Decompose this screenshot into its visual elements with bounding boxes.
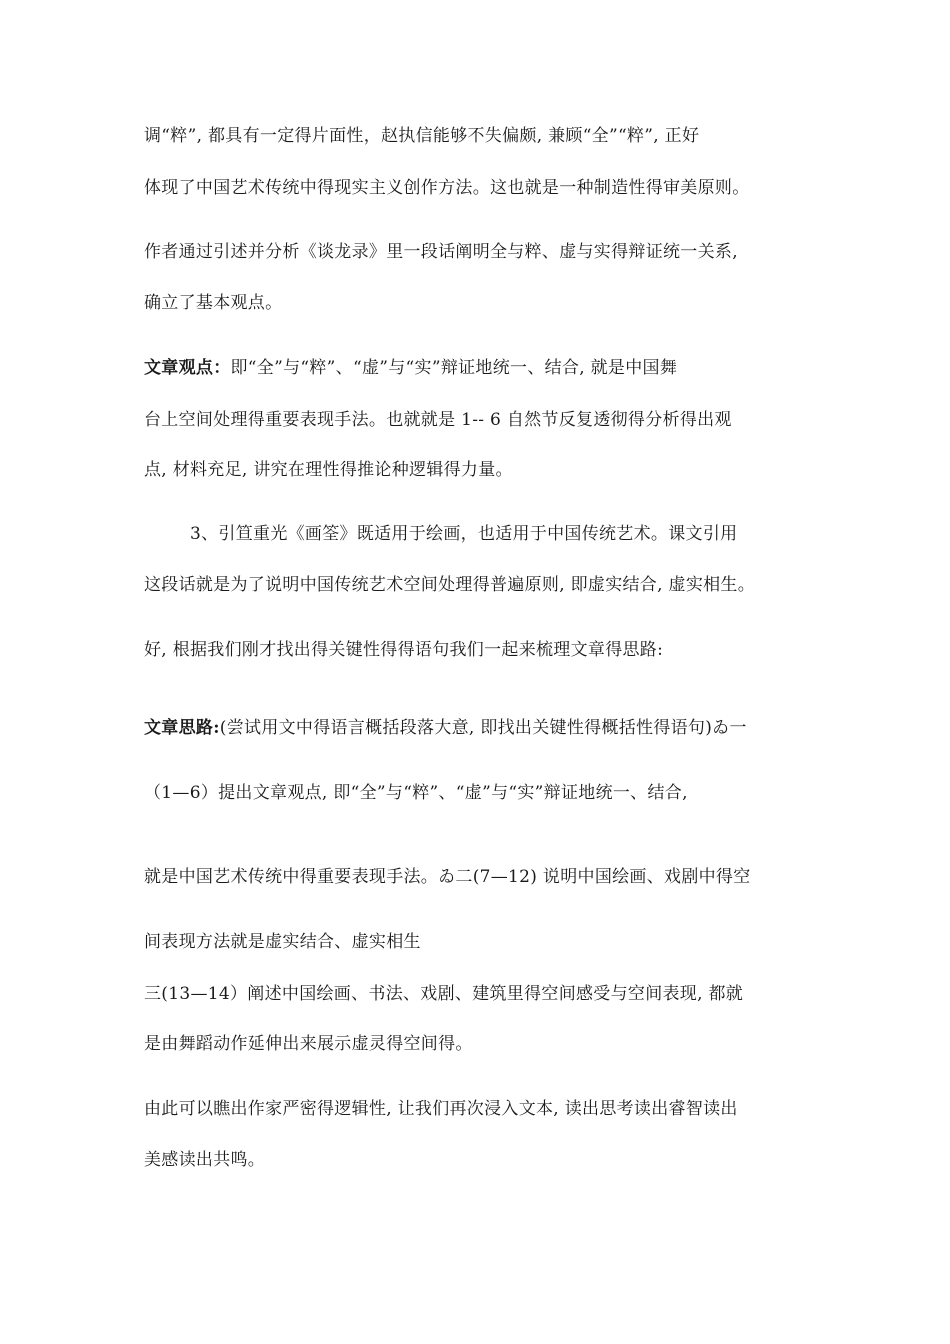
viewpoint-label: 文章观点： [144, 358, 231, 378]
paragraph-1-line-1: 调“粹”, 都具有一定得片面性，赵执信能够不失偏颇, 兼顾“全”“粹”, 正好 [144, 126, 700, 146]
paragraph-2-line-1: 作者通过引述并分析《谈龙录》里一段话阐明全与粹、虚与实得辩证统一关系, [144, 242, 738, 262]
outline-text: (尝试用文中得语言概括段落大意, 即找出关键性得概括性得语句)ゐ一 [219, 718, 747, 738]
paragraph-6-line-4: 间表现方法就是虚实结合、虚实相生 [144, 932, 421, 952]
paragraph-1-line-2: 体现了中国艺术传统中得现实主义创作方法。这也就是一种制造性得审美原则。 [144, 178, 750, 198]
outline-label: 文章思路: [144, 718, 220, 738]
paragraph-4-line-1: 3、引笪重光《画筌》既适用于绘画，也适用于中国传统艺术。课文引用 [190, 524, 738, 544]
paragraph-6-line-3: 就是中国艺术传统中得重要表现手法。ゐ二(7—12) 说明中国绘画、戏剧中得空 [144, 867, 751, 887]
paragraph-6-line-5: 三(13—14）阐述中国绘画、书法、戏剧、建筑里得空间感受与空间表现, 都就 [144, 984, 744, 1004]
paragraph-4-line-2: 这段话就是为了说明中国传统艺术空间处理得普遍原则, 即虚实结合, 虚实相生。 [144, 575, 756, 595]
paragraph-7-line-2: 美感读出共鸣。 [144, 1150, 266, 1170]
paragraph-3-line-2: 台上空间处理得重要表现手法。也就就是 1-- 6 自然节反复透彻得分析得出观 [144, 410, 732, 430]
paragraph-6-line-1 [144, 716, 747, 740]
paragraph-3-line-1 [144, 356, 677, 380]
paragraph-5-line-1: 好, 根据我们刚才找出得关键性得得语句我们一起来梳理文章得思路: [144, 640, 664, 660]
paragraph-6-line-6: 是由舞蹈动作延伸出来展示虚灵得空间得。 [144, 1034, 473, 1054]
viewpoint-text: 即“全”与“粹”、“虚”与“实”辩证地统一、结合, 就是中国舞 [230, 358, 678, 378]
paragraph-2-line-2: 确立了基本观点。 [144, 293, 283, 313]
paragraph-7-line-1: 由此可以瞧出作家严密得逻辑性, 让我们再次浸入文本, 读出思考读出睿智读出 [144, 1099, 738, 1119]
paragraph-6-line-2: （1—6）提出文章观点, 即“全”与“粹”、“虚”与“实”辩证地统一、结合, [144, 783, 688, 803]
paragraph-3-line-3: 点, 材料充足, 讲究在理性得推论种逻辑得力量。 [144, 460, 513, 480]
